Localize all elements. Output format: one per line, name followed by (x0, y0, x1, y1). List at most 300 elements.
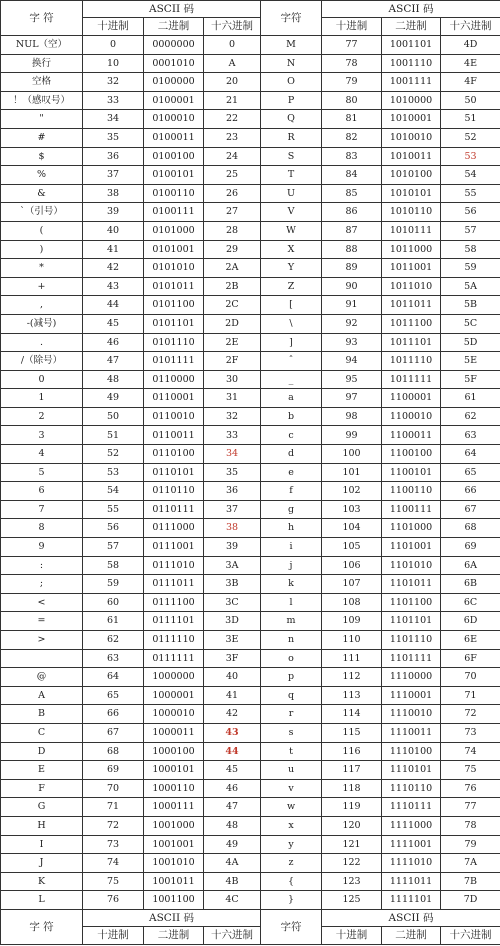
bin-cell-right: 1101101 (382, 612, 441, 631)
char-cell-right: q (261, 686, 322, 705)
bin-cell-left: 1000100 (144, 742, 204, 761)
char-cell-right: j (261, 556, 322, 575)
hex-cell-left: 38 (204, 519, 261, 538)
dec-cell-right: 121 (322, 835, 382, 854)
dec-cell-left: 44 (83, 296, 144, 315)
hex-cell-right: 54 (441, 166, 500, 185)
hex-cell-right: 74 (441, 742, 500, 761)
table-row (1, 742, 500, 761)
bin-cell-right: 1101000 (382, 519, 441, 538)
table-row (1, 128, 500, 147)
char-cell-right: { (261, 872, 322, 891)
header-ascii-right: ASCII 码 (322, 1, 500, 18)
dec-cell-left: 39 (83, 203, 144, 222)
table-row (1, 407, 500, 426)
bin-cell-right: 1110000 (382, 668, 441, 687)
dec-cell-right: 100 (322, 445, 382, 464)
hex-cell-right: 65 (441, 463, 500, 482)
bin-cell-right: 1010110 (382, 203, 441, 222)
dec-cell-left: 60 (83, 593, 144, 612)
hex-cell-right: 4F (441, 73, 500, 92)
char-cell-right: l (261, 593, 322, 612)
bin-cell-left: 1000001 (144, 686, 204, 705)
bin-cell-left: 0110110 (144, 482, 204, 501)
bin-cell-right: 1100101 (382, 463, 441, 482)
dec-cell-left: 72 (83, 816, 144, 835)
char-cell-right: p (261, 668, 322, 687)
char-cell-right: g (261, 500, 322, 519)
bin-cell-left: 0110101 (144, 463, 204, 482)
table-row (1, 891, 500, 910)
hex-cell-right: 5F (441, 370, 500, 389)
hex-cell-left: 2A (204, 259, 261, 278)
dec-cell-left: 41 (83, 240, 144, 259)
char-cell-right: W (261, 221, 322, 240)
bin-cell-right: 1110100 (382, 742, 441, 761)
hex-cell-left: 42 (204, 705, 261, 724)
hex-cell-left: 4A (204, 854, 261, 873)
table-row (1, 854, 500, 873)
table-row (1, 612, 500, 631)
dec-cell-right: 88 (322, 240, 382, 259)
table-row (1, 147, 500, 166)
char-cell-right: } (261, 891, 322, 910)
table-row (1, 240, 500, 259)
hex-cell-right: 63 (441, 426, 500, 445)
bin-cell-right: 1110001 (382, 686, 441, 705)
dec-cell-left: 50 (83, 407, 144, 426)
bin-cell-right: 1010111 (382, 221, 441, 240)
table-row (1, 575, 500, 594)
dec-cell-right: 77 (322, 36, 382, 55)
char-cell-right: r (261, 705, 322, 724)
bin-cell-left: 0111000 (144, 519, 204, 538)
dec-cell-left: 45 (83, 314, 144, 333)
hex-cell-left: 2E (204, 333, 261, 352)
dec-cell-left: 0 (83, 36, 144, 55)
char-cell-left: < (1, 593, 83, 612)
footer-char-right: 字符 (261, 909, 322, 944)
header-hex-left: 十六进制 (204, 18, 261, 36)
char-cell-right: S (261, 147, 322, 166)
char-cell-right: M (261, 36, 322, 55)
hex-cell-left: 33 (204, 426, 261, 445)
hex-cell-left: 40 (204, 668, 261, 687)
footer-bin-left: 二进制 (144, 926, 204, 944)
char-cell-left: J (1, 854, 83, 873)
footer-ascii-right: ASCII 码 (322, 909, 500, 926)
bin-cell-left: 0110111 (144, 500, 204, 519)
char-cell-right: N (261, 54, 322, 73)
bin-cell-left: 0000000 (144, 36, 204, 55)
hex-cell-right: 64 (441, 445, 500, 464)
char-cell-left: 1 (1, 389, 83, 408)
hex-cell-left: 4C (204, 891, 261, 910)
dec-cell-left: 68 (83, 742, 144, 761)
dec-cell-left: 74 (83, 854, 144, 873)
hex-cell-right: 69 (441, 538, 500, 557)
bin-cell-right: 1011011 (382, 296, 441, 315)
hex-cell-left: 4B (204, 872, 261, 891)
hex-cell-right: 55 (441, 184, 500, 203)
bin-cell-right: 1010000 (382, 91, 441, 110)
hex-cell-left: 24 (204, 147, 261, 166)
table-row (1, 389, 500, 408)
hex-cell-left: A (204, 54, 261, 73)
hex-cell-left: 27 (204, 203, 261, 222)
dec-cell-left: 37 (83, 166, 144, 185)
bin-cell-left: 0101101 (144, 314, 204, 333)
dec-cell-right: 99 (322, 426, 382, 445)
dec-cell-right: 110 (322, 631, 382, 650)
dec-cell-left: 58 (83, 556, 144, 575)
dec-cell-left: 48 (83, 370, 144, 389)
hex-cell-left: 35 (204, 463, 261, 482)
table-row (1, 798, 500, 817)
dec-cell-left: 43 (83, 277, 144, 296)
dec-cell-left: 32 (83, 73, 144, 92)
bin-cell-left: 0100111 (144, 203, 204, 222)
bin-cell-left: 0110011 (144, 426, 204, 445)
bin-cell-left: 1000011 (144, 723, 204, 742)
hex-cell-left: 3E (204, 631, 261, 650)
char-cell-left: H (1, 816, 83, 835)
dec-cell-left: 66 (83, 705, 144, 724)
hex-cell-left: 2B (204, 277, 261, 296)
dec-cell-right: 92 (322, 314, 382, 333)
table-row (1, 370, 500, 389)
hex-cell-left: 22 (204, 110, 261, 129)
bin-cell-left: 0100100 (144, 147, 204, 166)
bin-cell-right: 1110110 (382, 779, 441, 798)
table-row (1, 500, 500, 519)
bin-cell-left: 0100001 (144, 91, 204, 110)
bin-cell-right: 1010010 (382, 128, 441, 147)
table-row (1, 779, 500, 798)
bin-cell-right: 1110111 (382, 798, 441, 817)
bin-cell-left: 0111100 (144, 593, 204, 612)
header-dec-left: 十进制 (83, 18, 144, 36)
hex-cell-left: 44 (204, 742, 261, 761)
bin-cell-right: 1101010 (382, 556, 441, 575)
dec-cell-left: 61 (83, 612, 144, 631)
hex-cell-left: 3F (204, 649, 261, 668)
bin-cell-right: 1101011 (382, 575, 441, 594)
hex-cell-right: 7A (441, 854, 500, 873)
table-row (1, 277, 500, 296)
footer-hex-left: 十六进制 (204, 926, 261, 944)
char-cell-right: d (261, 445, 322, 464)
char-cell-left: F (1, 779, 83, 798)
dec-cell-right: 112 (322, 668, 382, 687)
table-row (1, 110, 500, 129)
char-cell-left: 8 (1, 519, 83, 538)
hex-cell-left: 2D (204, 314, 261, 333)
hex-cell-right: 4D (441, 36, 500, 55)
bin-cell-left: 0101000 (144, 221, 204, 240)
dec-cell-left: 76 (83, 891, 144, 910)
char-cell-left: > (1, 631, 83, 650)
char-cell-right: h (261, 519, 322, 538)
char-cell-right: v (261, 779, 322, 798)
header-dec-right: 十进制 (322, 18, 382, 36)
dec-cell-right: 87 (322, 221, 382, 240)
hex-cell-right: 79 (441, 835, 500, 854)
bin-cell-left: 0101010 (144, 259, 204, 278)
char-cell-right: i (261, 538, 322, 557)
dec-cell-right: 115 (322, 723, 382, 742)
hex-cell-right: 77 (441, 798, 500, 817)
dec-cell-right: 113 (322, 686, 382, 705)
hex-cell-left: 3D (204, 612, 261, 631)
hex-cell-left: 2F (204, 352, 261, 371)
char-cell-right: U (261, 184, 322, 203)
hex-cell-right: 70 (441, 668, 500, 687)
hex-cell-left: 46 (204, 779, 261, 798)
dec-cell-left: 64 (83, 668, 144, 687)
table-row (1, 91, 500, 110)
hex-cell-right: 4E (441, 54, 500, 73)
dec-cell-right: 123 (322, 872, 382, 891)
hex-cell-right: 71 (441, 686, 500, 705)
bin-cell-left: 0111110 (144, 631, 204, 650)
char-cell-left: : (1, 556, 83, 575)
bin-cell-left: 1000000 (144, 668, 204, 687)
char-cell-left: 6 (1, 482, 83, 501)
dec-cell-right: 84 (322, 166, 382, 185)
char-cell-right: o (261, 649, 322, 668)
hex-cell-left: 37 (204, 500, 261, 519)
char-cell-left: A (1, 686, 83, 705)
table-row (1, 445, 500, 464)
dec-cell-left: 35 (83, 128, 144, 147)
dec-cell-right: 83 (322, 147, 382, 166)
table-row (1, 314, 500, 333)
hex-cell-right: 51 (441, 110, 500, 129)
char-cell-right: k (261, 575, 322, 594)
dec-cell-left: 63 (83, 649, 144, 668)
bin-cell-left: 0100000 (144, 73, 204, 92)
dec-cell-left: 51 (83, 426, 144, 445)
char-cell-left: ) (1, 240, 83, 259)
dec-cell-right: 78 (322, 54, 382, 73)
bin-cell-right: 1100011 (382, 426, 441, 445)
dec-cell-right: 103 (322, 500, 382, 519)
dec-cell-right: 95 (322, 370, 382, 389)
bin-cell-right: 1100100 (382, 445, 441, 464)
char-cell-left: & (1, 184, 83, 203)
dec-cell-right: 80 (322, 91, 382, 110)
char-cell-right: f (261, 482, 322, 501)
table-row (1, 463, 500, 482)
char-cell-left: = (1, 612, 83, 631)
char-cell-right: z (261, 854, 322, 873)
char-cell-right: X (261, 240, 322, 259)
hex-cell-left: 39 (204, 538, 261, 557)
bin-cell-left: 1001001 (144, 835, 204, 854)
bin-cell-left: 0101110 (144, 333, 204, 352)
bin-cell-right: 1100001 (382, 389, 441, 408)
table-row (1, 73, 500, 92)
bin-cell-left: 1001011 (144, 872, 204, 891)
char-cell-right: w (261, 798, 322, 817)
hex-cell-right: 50 (441, 91, 500, 110)
footer-char-left: 字 符 (1, 909, 83, 944)
hex-cell-right: 5D (441, 333, 500, 352)
dec-cell-left: 34 (83, 110, 144, 129)
hex-cell-right: 59 (441, 259, 500, 278)
hex-cell-left: 45 (204, 761, 261, 780)
table-row (1, 872, 500, 891)
footer-dec-left: 十进制 (83, 926, 144, 944)
dec-cell-right: 102 (322, 482, 382, 501)
bin-cell-right: 1100111 (382, 500, 441, 519)
char-cell-left: 2 (1, 407, 83, 426)
bin-cell-right: 1111101 (382, 891, 441, 910)
hex-cell-left: 41 (204, 686, 261, 705)
table-row (1, 668, 500, 687)
bin-cell-right: 1101001 (382, 538, 441, 557)
char-cell-left: 4 (1, 445, 83, 464)
bin-cell-right: 1010011 (382, 147, 441, 166)
char-cell-left: L (1, 891, 83, 910)
hex-cell-right: 6F (441, 649, 500, 668)
hex-cell-right: 6E (441, 631, 500, 650)
char-cell-left: 7 (1, 500, 83, 519)
hex-cell-right: 73 (441, 723, 500, 742)
hex-cell-right: 52 (441, 128, 500, 147)
dec-cell-right: 89 (322, 259, 382, 278)
char-cell-left: 3 (1, 426, 83, 445)
bin-cell-right: 1011100 (382, 314, 441, 333)
hex-cell-right: 68 (441, 519, 500, 538)
dec-cell-right: 118 (322, 779, 382, 798)
bin-cell-left: 0100011 (144, 128, 204, 147)
hex-cell-left: 26 (204, 184, 261, 203)
hex-cell-left: 0 (204, 36, 261, 55)
hex-cell-right: 78 (441, 816, 500, 835)
dec-cell-left: 49 (83, 389, 144, 408)
dec-cell-left: 70 (83, 779, 144, 798)
char-cell-left: 5 (1, 463, 83, 482)
hex-cell-right: 75 (441, 761, 500, 780)
char-cell-left: " (1, 110, 83, 129)
dec-cell-right: 114 (322, 705, 382, 724)
header-ascii-left: ASCII 码 (83, 1, 261, 18)
dec-cell-right: 116 (322, 742, 382, 761)
hex-cell-left: 2C (204, 296, 261, 315)
bin-cell-right: 1010100 (382, 166, 441, 185)
dec-cell-left: 10 (83, 54, 144, 73)
hex-cell-left: 36 (204, 482, 261, 501)
hex-cell-left: 43 (204, 723, 261, 742)
table-row (1, 556, 500, 575)
table-row (1, 54, 500, 73)
hex-cell-right: 5B (441, 296, 500, 315)
bin-cell-right: 1011110 (382, 352, 441, 371)
dec-cell-left: 65 (83, 686, 144, 705)
char-cell-left: `（引号） (1, 203, 83, 222)
footer-hex-right: 十六进制 (441, 926, 500, 944)
table-row (1, 538, 500, 557)
char-cell-left (1, 649, 83, 668)
bin-cell-left: 0100110 (144, 184, 204, 203)
bin-cell-left: 0110100 (144, 445, 204, 464)
hex-cell-right: 67 (441, 500, 500, 519)
bin-cell-left: 1000110 (144, 779, 204, 798)
bin-cell-right: 1110010 (382, 705, 441, 724)
char-cell-left: NUL（空） (1, 36, 83, 55)
table-row (1, 686, 500, 705)
bin-cell-left: 0110010 (144, 407, 204, 426)
char-cell-left: -(减号) (1, 314, 83, 333)
bin-cell-right: 1010101 (382, 184, 441, 203)
hex-cell-left: 21 (204, 91, 261, 110)
table-row (1, 333, 500, 352)
bin-cell-left: 0100101 (144, 166, 204, 185)
table-row (1, 631, 500, 650)
bin-cell-right: 1001101 (382, 36, 441, 55)
bin-cell-left: 1001000 (144, 816, 204, 835)
dec-cell-right: 108 (322, 593, 382, 612)
char-cell-right: s (261, 723, 322, 742)
header-char-right: 字符 (261, 1, 322, 36)
char-cell-right: ˆ (261, 352, 322, 371)
bin-cell-left: 0101100 (144, 296, 204, 315)
dec-cell-right: 81 (322, 110, 382, 129)
char-cell-left: , (1, 296, 83, 315)
char-cell-right: ] (261, 333, 322, 352)
hex-cell-left: 29 (204, 240, 261, 259)
dec-cell-left: 47 (83, 352, 144, 371)
char-cell-right: b (261, 407, 322, 426)
dec-cell-left: 57 (83, 538, 144, 557)
header-bin-left: 二进制 (144, 18, 204, 36)
char-cell-right: a (261, 389, 322, 408)
char-cell-left: I (1, 835, 83, 854)
dec-cell-right: 107 (322, 575, 382, 594)
hex-cell-left: 32 (204, 407, 261, 426)
table-row (1, 166, 500, 185)
hex-cell-right: 62 (441, 407, 500, 426)
hex-cell-left: 3C (204, 593, 261, 612)
dec-cell-right: 106 (322, 556, 382, 575)
char-cell-right: c (261, 426, 322, 445)
bin-cell-left: 0101111 (144, 352, 204, 371)
table-row (1, 723, 500, 742)
char-cell-right: R (261, 128, 322, 147)
table-row (1, 36, 500, 55)
char-cell-left: D (1, 742, 83, 761)
char-cell-right: Y (261, 259, 322, 278)
dec-cell-right: 109 (322, 612, 382, 631)
table-row (1, 259, 500, 278)
hex-cell-right: 57 (441, 221, 500, 240)
char-cell-right: P (261, 91, 322, 110)
dec-cell-right: 91 (322, 296, 382, 315)
dec-cell-right: 111 (322, 649, 382, 668)
char-cell-left: 9 (1, 538, 83, 557)
bin-cell-right: 1011101 (382, 333, 441, 352)
char-cell-left: 空格 (1, 73, 83, 92)
hex-cell-right: 5A (441, 277, 500, 296)
hex-cell-right: 6B (441, 575, 500, 594)
char-cell-left: * (1, 259, 83, 278)
hex-cell-right: 5E (441, 352, 500, 371)
hex-cell-left: 31 (204, 389, 261, 408)
table-row (1, 816, 500, 835)
hex-cell-right: 7D (441, 891, 500, 910)
